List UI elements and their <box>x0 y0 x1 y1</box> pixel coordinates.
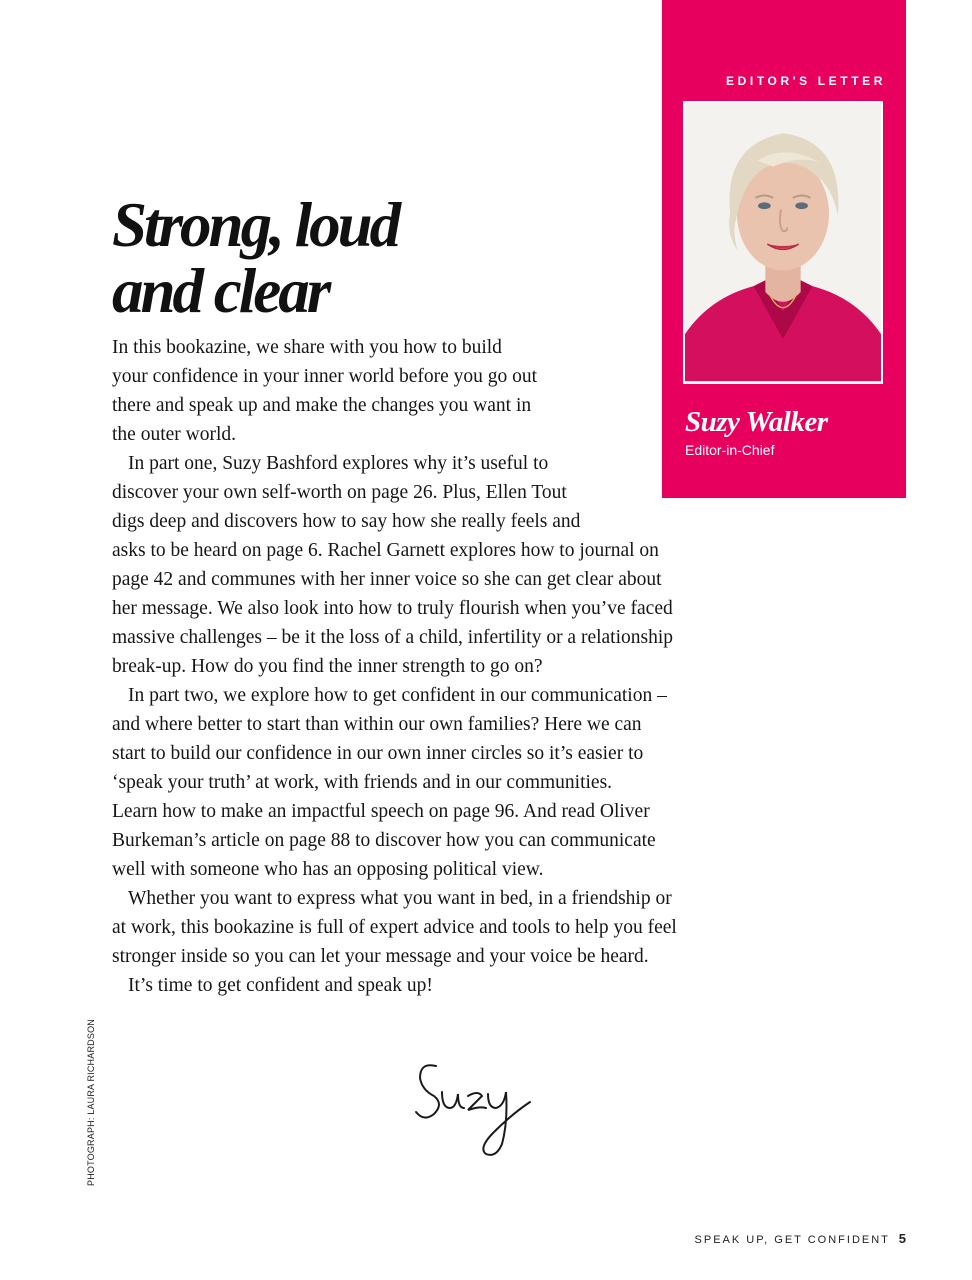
body-line: asks to be heard on page 6. Rachel Garnett explores how to journal on <box>112 540 659 561</box>
body-line: stronger inside so you can let your message and your voice be heard. <box>112 946 649 967</box>
editor-portrait-illustration <box>685 103 881 382</box>
headline-line: and clear <box>112 256 329 326</box>
body-line: her message. We also look into how to truly flourish when you’ve faced <box>112 598 673 619</box>
body-line: Burkeman’s article on page 88 to discover how you can communicate <box>112 830 656 851</box>
body-paragraph-1 <box>112 333 537 449</box>
body-line: In this bookazine, we share with you how to build <box>112 337 502 358</box>
body-line: Learn how to make an impactful speech on page 96. And read Oliver <box>112 801 650 822</box>
body-line: page 42 and communes with her inner voice so she can get clear about <box>112 569 662 590</box>
body-line: In part two, we explore how to get confident in our communication – <box>128 685 667 706</box>
body-line: digs deep and discovers how to say how she really feels and <box>112 511 581 532</box>
body-line: at work, this bookazine is full of expert advice and tools to help you feel <box>112 917 677 938</box>
body-line: ‘speak your truth’ at work, with friends and in our communities. <box>112 772 613 793</box>
article-headline <box>112 192 532 324</box>
body-line: It’s time to get confident and speak up! <box>128 975 433 996</box>
page-footer <box>695 1231 906 1246</box>
running-title: SPEAK UP, GET CONFIDENT <box>694 1234 890 1246</box>
body-line: well with someone who has an opposing political view. <box>112 859 544 880</box>
body-paragraph-2 <box>112 449 673 681</box>
editor-signature <box>412 1052 542 1162</box>
editor-sidebar <box>662 0 906 498</box>
body-line: and where better to start than within our own families? Here we can <box>112 714 642 735</box>
body-line: the outer world. <box>112 424 237 445</box>
body-line: start to build our confidence in our own inner circles so it’s easier to <box>112 743 644 764</box>
photo-credit: PHOTOGRAPH: LAURA RICHARDSON <box>86 1019 96 1186</box>
body-line: your confidence in your inner world before you go out <box>112 366 538 387</box>
body-line: discover your own self-worth on page 26. Plus, Ellen Tout <box>112 482 567 503</box>
editor-name: Suzy Walker <box>685 406 828 438</box>
section-kicker: EDITOR'S LETTER <box>726 74 886 88</box>
editor-portrait <box>683 101 883 384</box>
body-line: Whether you want to express what you want in bed, in a friendship or <box>128 888 672 909</box>
body-line: massive challenges – be it the loss of a child, infertility or a relationship <box>112 627 674 648</box>
body-line: break-up. How do you find the inner strength to go on? <box>112 656 543 677</box>
headline-line: Strong, loud <box>112 190 399 260</box>
body-paragraph-4 <box>112 884 677 971</box>
body-line: In part one, Suzy Bashford explores why it’s useful to <box>128 453 549 474</box>
body-paragraph-3 <box>112 681 667 884</box>
body-line: there and speak up and make the changes you want in <box>112 395 532 416</box>
editor-role: Editor-in-Chief <box>685 442 775 458</box>
body-paragraph-5 <box>112 971 433 1000</box>
page-number: 5 <box>898 1231 906 1246</box>
